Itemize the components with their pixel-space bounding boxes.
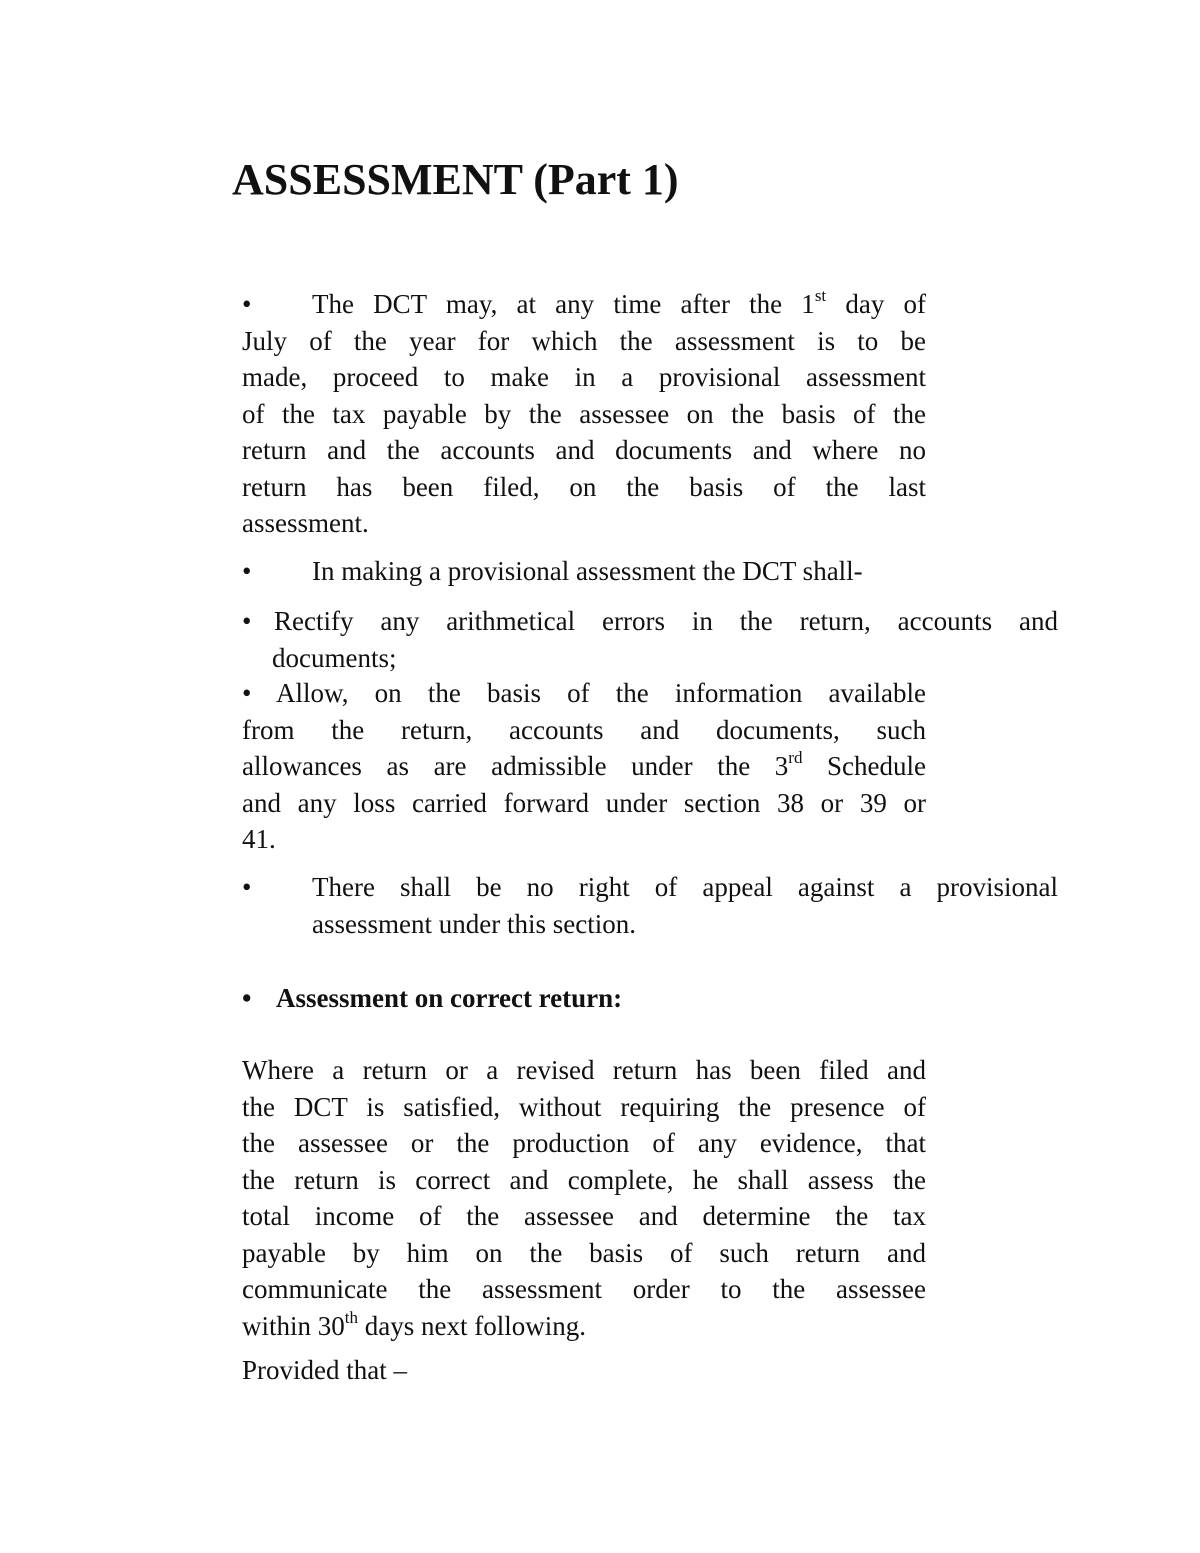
paragraph-line: of the tax payable by the assessee on the basis of the (242, 398, 926, 429)
paragraph-line: and any loss carried forward under section 38 or 39 or (242, 787, 926, 818)
paragraph-line: • Allow, on the basis of the information available (242, 675, 926, 712)
paragraph-line: the return is correct and complete, he shall assess the (242, 1164, 926, 1195)
paragraph-line: documents; (272, 642, 397, 673)
paragraph-line: • The DCT may, at any time after the 1st day of (242, 286, 926, 323)
paragraph-line: Provided that – (242, 1355, 407, 1385)
bullet: • (242, 872, 252, 902)
paragraph-line: the assessee or the production of any evidence, that (242, 1128, 926, 1158)
paragraph-no-appeal (242, 869, 1058, 942)
paragraph-line: return and the accounts and documents and where no (242, 435, 926, 465)
paragraph-line: • In making a provisional assessment the DCT shall- (242, 553, 1042, 590)
paragraph-line: 41. (242, 824, 276, 854)
paragraph-line: assessment under this section. (312, 908, 636, 939)
paragraph-line: • Assessment on correct return: (242, 980, 1042, 1017)
bullet: • (242, 983, 252, 1013)
paragraph-line: from the return, accounts and documents, such (242, 714, 926, 745)
paragraph-line: allowances as are admissible under the 3rd Schedule (242, 748, 926, 781)
paragraph-line: total income of the assessee and determine the tax (242, 1201, 926, 1231)
paragraph-line: assessment. (242, 508, 369, 538)
paragraph-line: communicate the assessment order to the assessee (242, 1274, 926, 1304)
paragraph-provisional-assessment (242, 286, 926, 542)
paragraph-line: • Rectify any arithmetical errors in the return, accounts and (242, 603, 1058, 640)
bullet: • (242, 606, 252, 636)
section-heading-correct-return (242, 980, 1042, 1017)
paragraph-dct-shall (242, 553, 1042, 590)
paragraph-line: • There shall be no right of appeal against a provisional (242, 869, 1058, 906)
paragraph-line: within 30th days next following. (242, 1307, 586, 1341)
bullet: • (242, 556, 252, 586)
paragraph-line: July of the year for which the assessment is to be (242, 325, 926, 356)
bullet: • (242, 289, 252, 319)
paragraph-rectify (242, 603, 1058, 676)
page-title: ASSESSMENT (Part 1) (232, 155, 679, 204)
paragraph-line: return has been filed, on the basis of the last (242, 471, 926, 502)
paragraph-allow (242, 675, 926, 858)
bullet: • (242, 678, 252, 708)
paragraph-correct-return (242, 1052, 926, 1344)
paragraph-line: made, proceed to make in a provisional assessment (242, 362, 926, 392)
paragraph-line: Where a return or a revised return has been filed and (242, 1055, 926, 1085)
paragraph-provided-that (242, 1352, 926, 1389)
paragraph-line: payable by him on the basis of such return and (242, 1237, 926, 1268)
paragraph-line: the DCT is satisfied, without requiring the presence of (242, 1091, 926, 1122)
